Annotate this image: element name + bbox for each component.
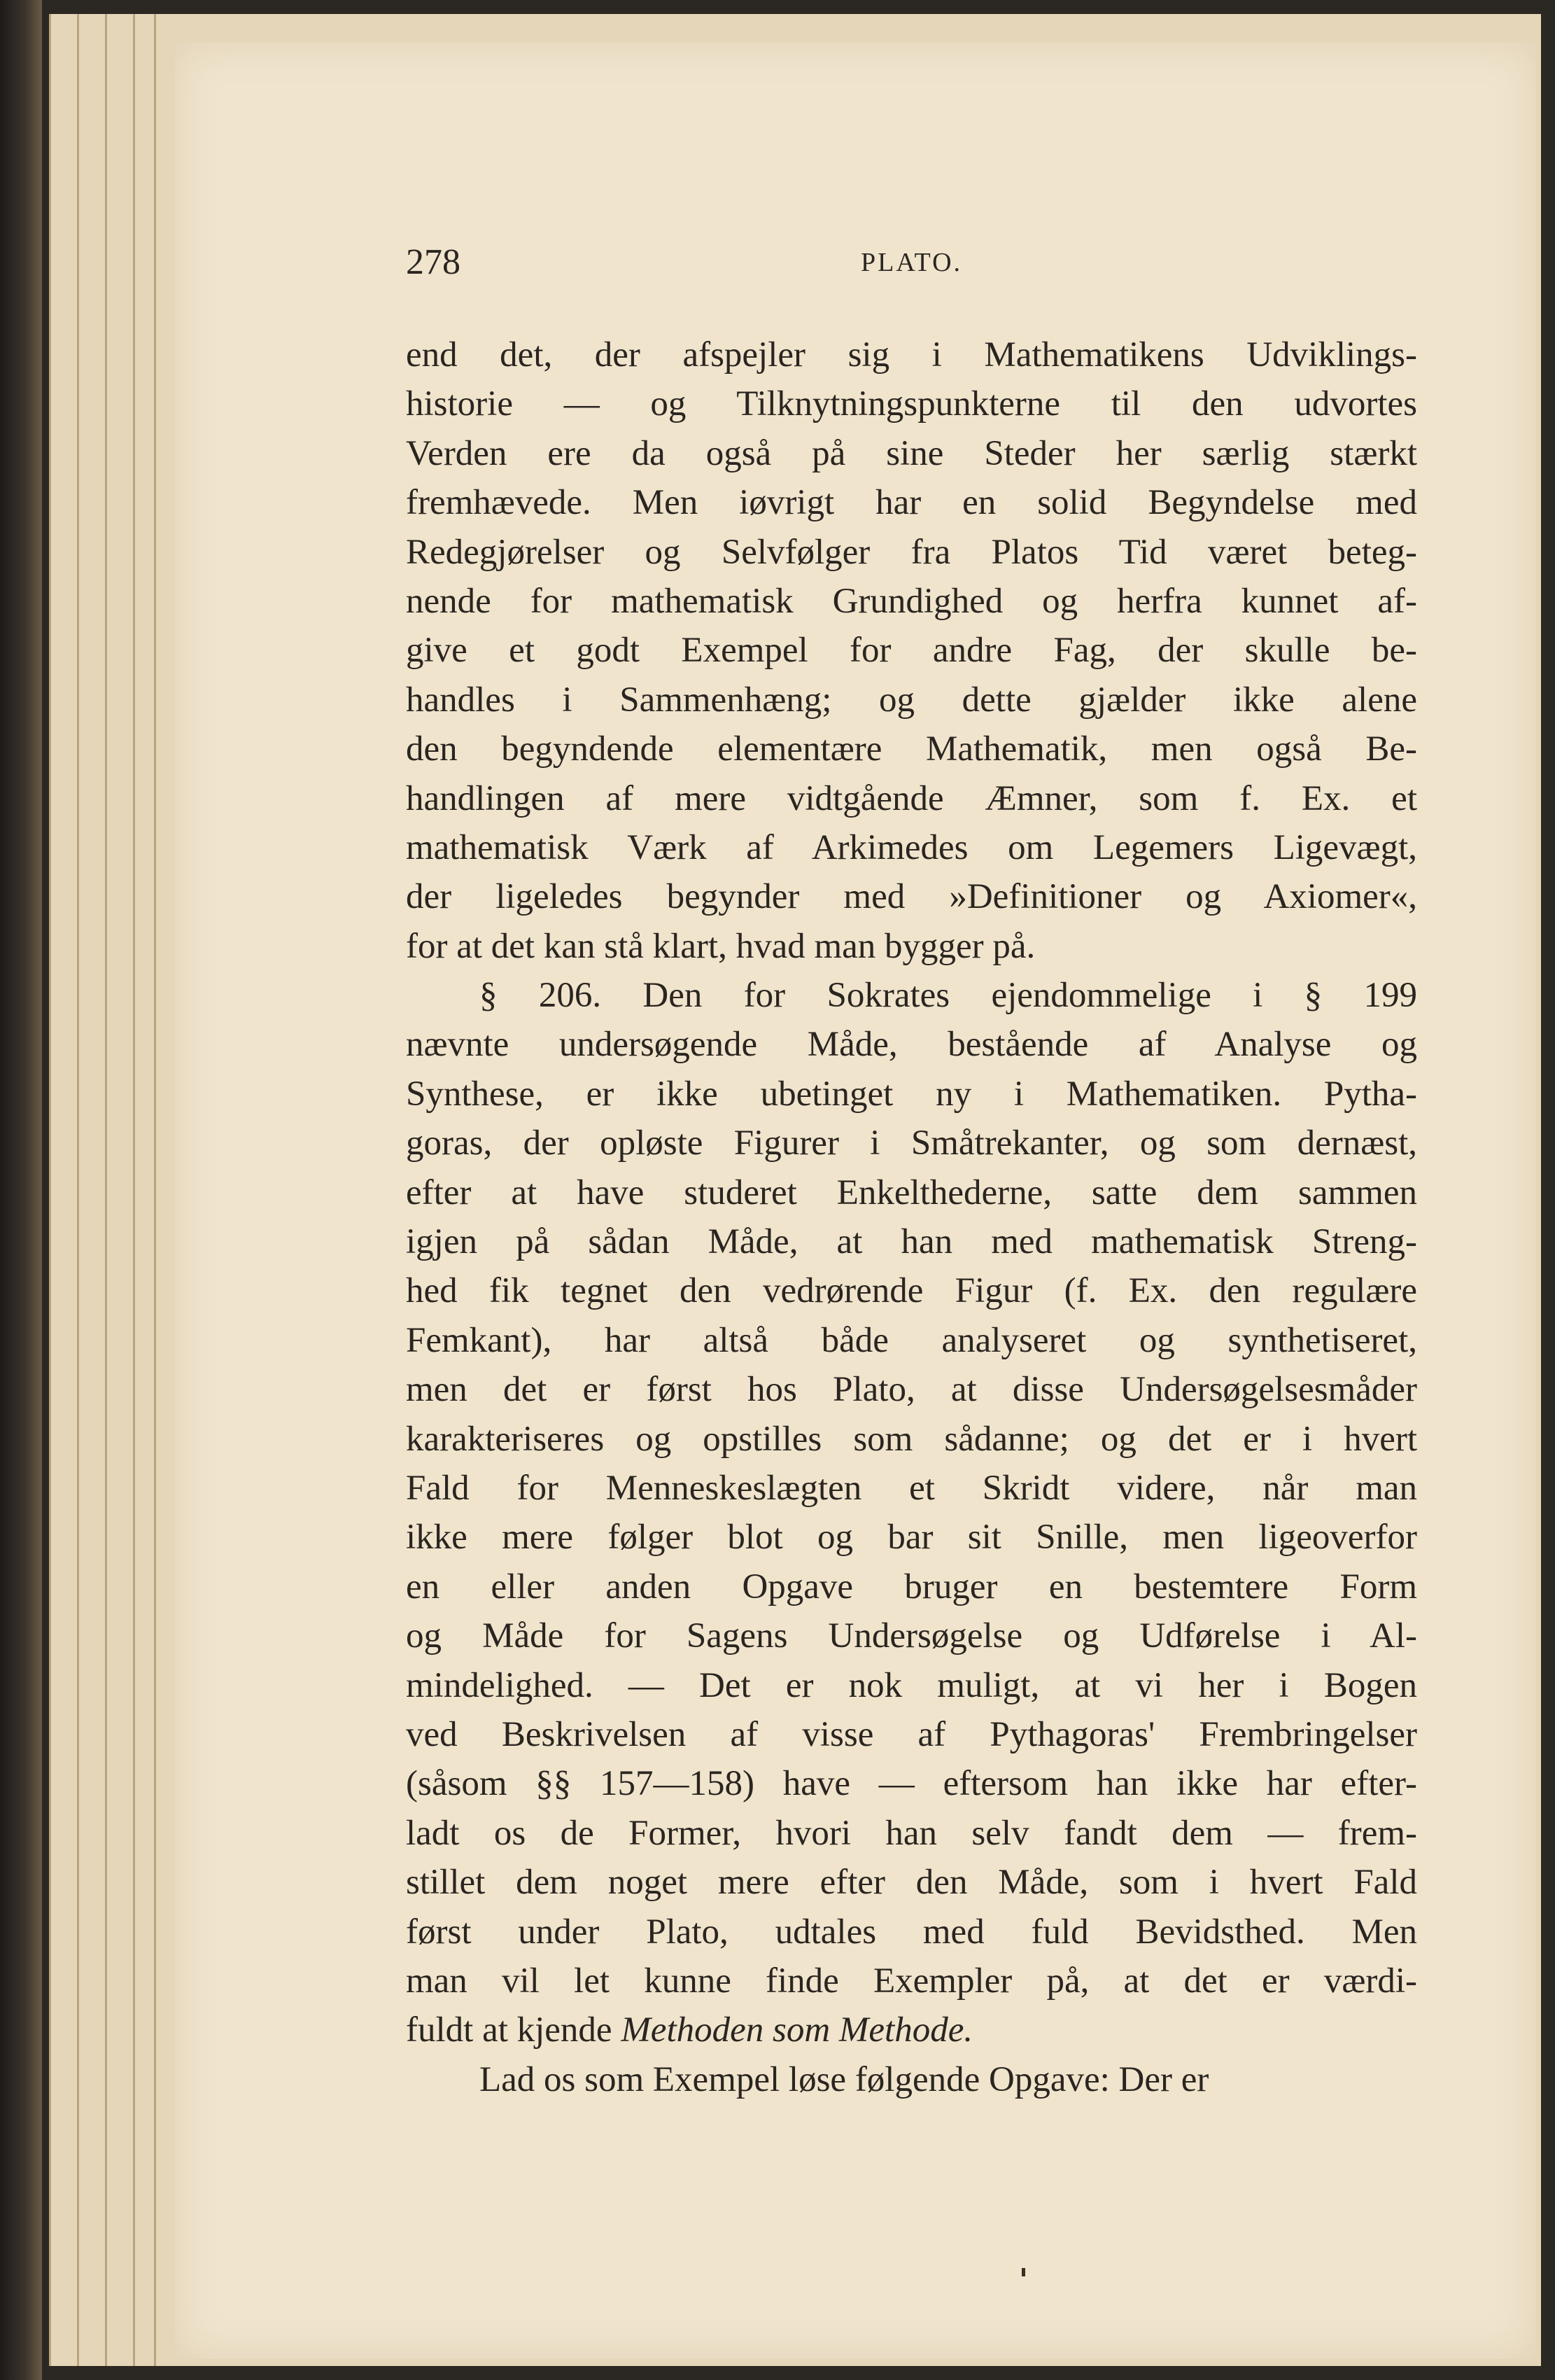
text-line: Femkant), har altså både analyseret og synthetiseret, <box>406 1320 1417 1360</box>
text-line: først under Plato, udtales med fuld Bevidsthed. Men <box>406 1912 1417 1952</box>
text-line <box>406 2005 1417 2054</box>
text-line: end det, der afspejler sig i Mathematikens Udviklings- <box>406 335 1417 374</box>
text-line: handlingen af mere vidtgående Æmner, som f. Ex. et <box>406 778 1417 818</box>
ink-speck <box>1022 2268 1025 2276</box>
text-line: ladt os de Former, hvori han selv fandt dem — frem- <box>406 1813 1417 1853</box>
text-line: man vil let kunne finde Exempler på, at det er værdi- <box>406 1961 1417 2001</box>
text-line: Lad os som Exempel løse følgende Opgave: Der er <box>479 2059 1209 2099</box>
italic-emphasis: Methoden som Methode. <box>621 2010 973 2050</box>
text-line: Synthese, er ikke ubetinget ny i Mathematiken. Pytha- <box>406 1074 1417 1114</box>
text-line: der ligeledes begynder med »Definitioner og Axiomer«, <box>406 877 1417 917</box>
text-line: goras, der opløste Figurer i Småtrekanter, og som dernæst, <box>406 1124 1417 1163</box>
text-line: fremhævede. Men iøvrigt har en solid Begyndelse med <box>406 483 1417 523</box>
text-line: en eller anden Opgave bruger en bestemtere Form <box>406 1567 1417 1606</box>
text-line: hed fik tegnet den vedrørende Figur (f. Ex. den regulære <box>406 1271 1417 1311</box>
text-line: Fald for Menneskeslægten et Skridt videre, når man <box>406 1468 1417 1508</box>
text-line: for at det kan stå klart, hvad man bygger på. <box>406 926 1036 966</box>
running-title: PLATO. <box>860 248 963 277</box>
text-line: (såsom §§ 157—158) have — eftersom han ikke har efter- <box>406 1764 1417 1804</box>
text-line: nævnte undersøgende Måde, bestående af Analyse og <box>406 1025 1417 1065</box>
text-line: ved Beskrivelsen af visse af Pythagoras' Frembringelser <box>406 1714 1417 1754</box>
book-binding <box>0 0 42 2380</box>
text-line: igjen på sådan Måde, at han med mathematisk Streng- <box>406 1222 1417 1262</box>
text-line: den begyndende elementære Mathematik, men også Be- <box>406 729 1417 769</box>
text-line: mathematisk Værk af Arkimedes om Legemers Ligevægt, <box>406 827 1417 867</box>
text-line: Redegjørelser og Selvfølger fra Platos Tid været beteg- <box>406 532 1417 572</box>
text-line: historie — og Tilknytningspunkterne til den udvortes <box>406 384 1417 424</box>
page-header <box>406 241 1417 290</box>
text-line: men det er først hos Plato, at disse Undersøgelsesmåder <box>406 1370 1417 1410</box>
text-line: handles i Sammenhæng; og dette gjælder ikke alene <box>406 680 1417 720</box>
text-line: mindelighed. — Det er nok muligt, at vi her i Bogen <box>406 1665 1417 1705</box>
text-line: ikke mere følger blot og bar sit Snille, men ligeoverfor <box>406 1518 1417 1558</box>
text-line: stillet dem noget mere efter den Måde, som i hvert Fald <box>406 1863 1417 1903</box>
body-text <box>406 330 1417 2104</box>
text-line: Verden ere da også på sine Steder her særlig stærkt <box>406 433 1417 473</box>
text-line: nende for mathematisk Grundighed og herfra kunnet af- <box>406 581 1417 621</box>
text-line: give et godt Exempel for andre Fag, der skulle be- <box>406 631 1417 671</box>
text-line: efter at have studeret Enkelthederne, satte dem sammen <box>406 1172 1417 1212</box>
text-line: § 206. Den for Sokrates ejendommelige i § 199 <box>479 976 1417 1016</box>
page-number: 278 <box>406 242 460 282</box>
text-segment: fuldt at kjende <box>406 2010 621 2050</box>
text-line: og Måde for Sagens Undersøgelse og Udførelse i Al- <box>406 1616 1417 1656</box>
text-line: karakteriseres og opstilles som sådanne; og det er i hvert <box>406 1419 1417 1459</box>
